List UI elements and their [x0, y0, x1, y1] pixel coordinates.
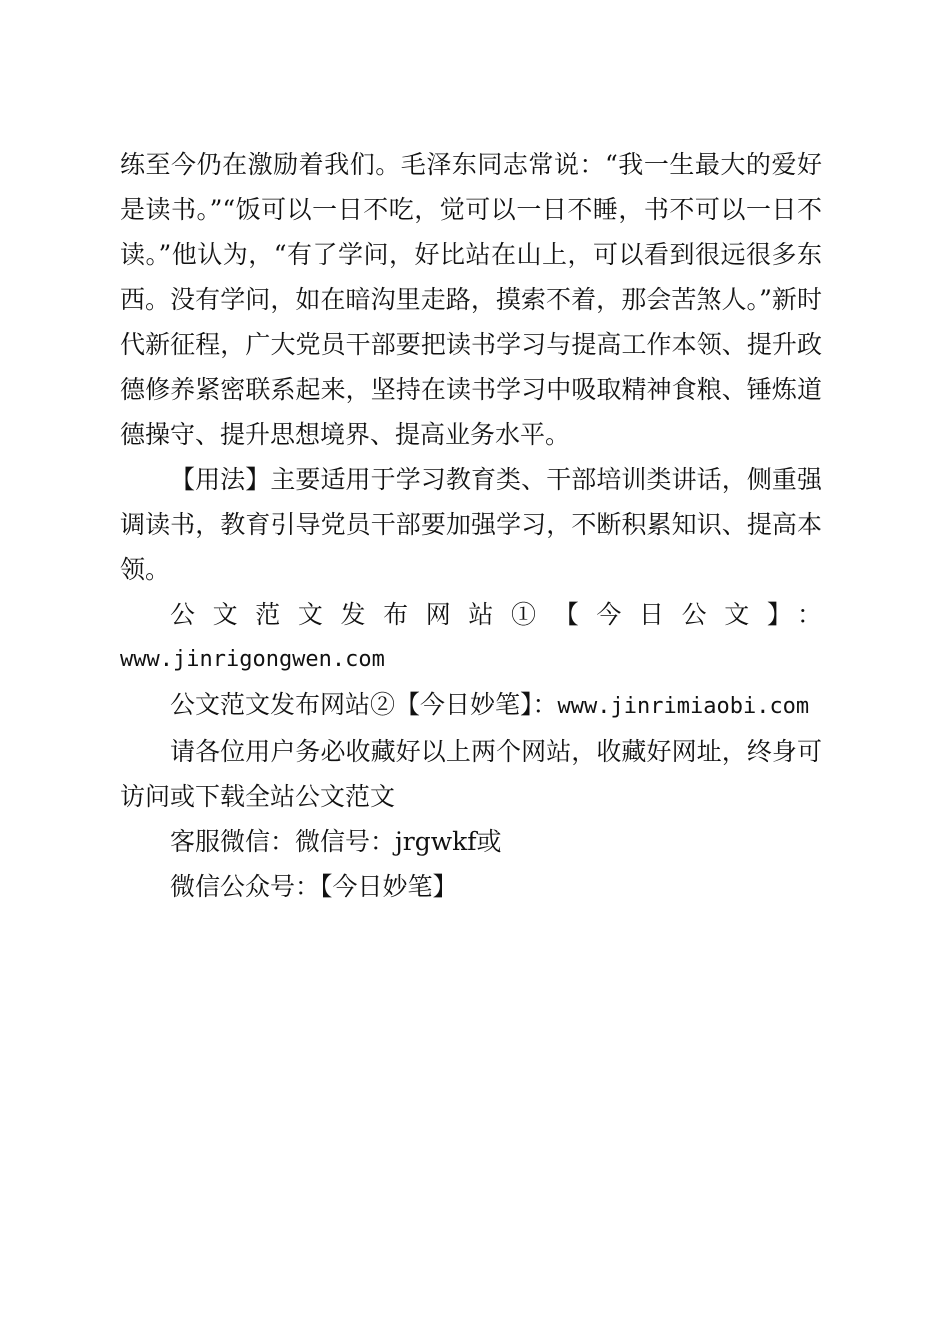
official-account: 微信公众号：【今日妙笔】 [170, 872, 458, 901]
site-2-url[interactable]: www.jinrimiaobi.com [557, 694, 810, 719]
site-1-url[interactable]: www.jinrigongwen.com [120, 647, 385, 672]
service-wechat: 客服微信：微信号：jrgwkf或 [170, 827, 502, 856]
body-paragraph: 练至今仍在激励着我们。毛泽东同志常说：“我一生最大的爱好是读书。”“饭可以一日不吃，觉可以一日不睡，书不可以一日不读。”他认为，“有了学问，好比站在山上，可以看到很远很多东西。没有学问，如在暗沟里走路，摸索不着，那会苦煞人。”新时代新征程，广大党员干部要把读书学习与提高工作本领、提升政德修养紧密联系起来，坚持在读书学习中吸取精神食粮、锤炼道德操守、提升思想境界、提高业务水平。 [120, 150, 822, 449]
site-2-label: 公文范文发布网站②【今日妙笔】： [170, 690, 558, 719]
site-2-line [120, 682, 822, 729]
notice-paragraph: 请各位用户务必收藏好以上两个网站，收藏好网址，终身可访问或下载全站公文范文 [120, 737, 822, 811]
document-page [120, 142, 822, 909]
site-1-label: 公文范文发布网站①【今日公文】： [170, 600, 822, 629]
usage-paragraph: 【用法】主要适用于学习教育类、干部培训类讲话，侧重强调读书，教育引导党员干部要加强学习，不断积累知识、提高本领。 [120, 465, 822, 584]
